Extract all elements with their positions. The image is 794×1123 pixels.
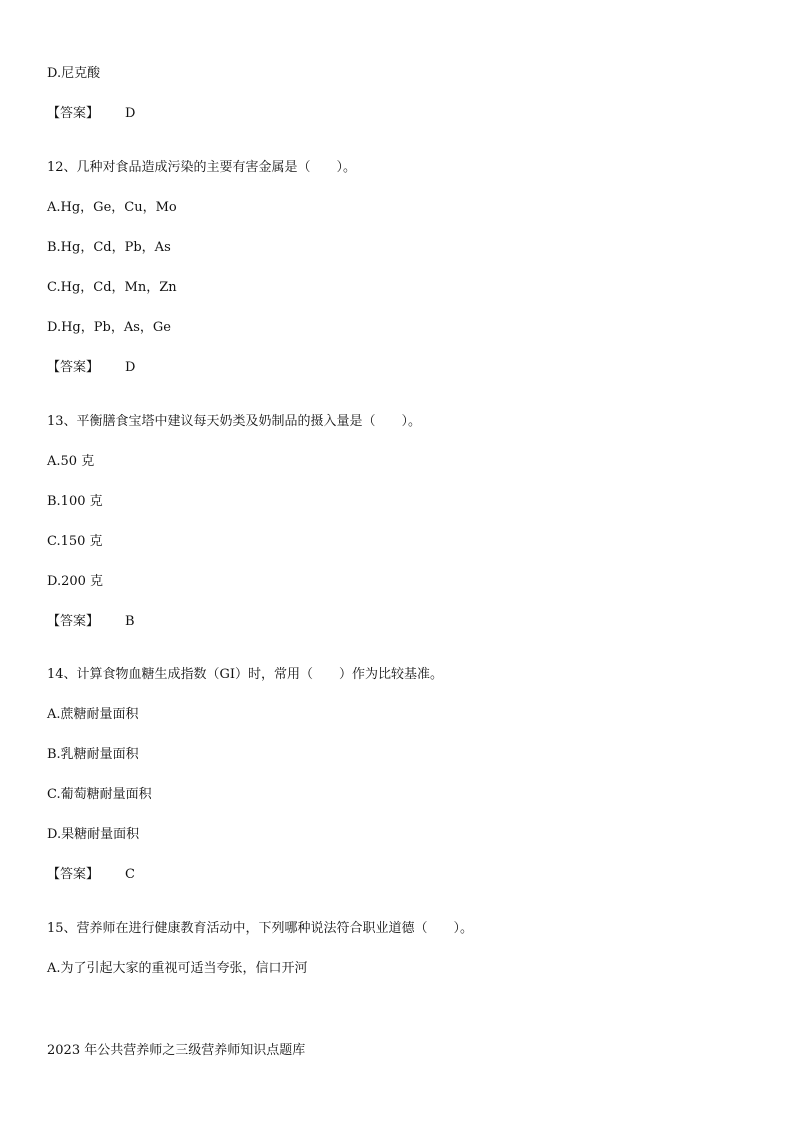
option-a-q15: A.为了引起大家的重视可适当夸张，信口开河 [47, 961, 308, 976]
option-a-q12: A.Hg，Ge，Cu，Mo [47, 200, 177, 215]
option-c-q12: C.Hg，Cd，Mn，Zn [47, 280, 177, 295]
option-d-q11: D.尼克酸 [47, 66, 101, 81]
answer-label: 【答案】 [47, 106, 100, 121]
option-a-q13: A.50 克 [47, 454, 95, 469]
option-b-q13: B.100 克 [47, 494, 103, 509]
option-c-q14: C.葡萄糖耐量面积 [47, 787, 152, 802]
question-stem-13: 13、平衡膳食宝塔中建议每天奶类及奶制品的摄入量是（ ）。 [47, 414, 422, 429]
option-c-q13: C.150 克 [47, 534, 103, 549]
option-d-q12: D.Hg，Pb，As，Ge [47, 320, 171, 335]
option-b-q14: B.乳糖耐量面积 [47, 747, 139, 762]
answer-value: D [125, 106, 136, 121]
page-footer: 2023 年公共营养师之三级营养师知识点题库 [47, 1043, 306, 1058]
question-stem-14: 14、计算食物血糖生成指数（GI）时，常用（ ）作为比较基准。 [47, 667, 444, 682]
option-a-q14: A.蔗糖耐量面积 [47, 707, 139, 722]
option-d-q13: D.200 克 [47, 574, 104, 589]
answer-label: 【答案】 [47, 614, 100, 629]
answer-label: 【答案】 [47, 867, 100, 882]
answer-q14 [47, 867, 135, 883]
answer-value: B [125, 614, 135, 629]
answer-q12 [47, 360, 135, 376]
question-stem-15: 15、营养师在进行健康教育活动中，下列哪种说法符合职业道德（ ）。 [47, 921, 474, 936]
answer-q13 [47, 614, 135, 630]
question-stem-12: 12、几种对食品造成污染的主要有害金属是（ ）。 [47, 160, 357, 175]
option-d-q14: D.果糖耐量面积 [47, 827, 140, 842]
answer-value: D [125, 360, 136, 375]
answer-value: C [125, 867, 135, 882]
answer-q11 [47, 106, 135, 122]
option-b-q12: B.Hg，Cd，Pb，As [47, 240, 171, 255]
answer-label: 【答案】 [47, 360, 100, 375]
